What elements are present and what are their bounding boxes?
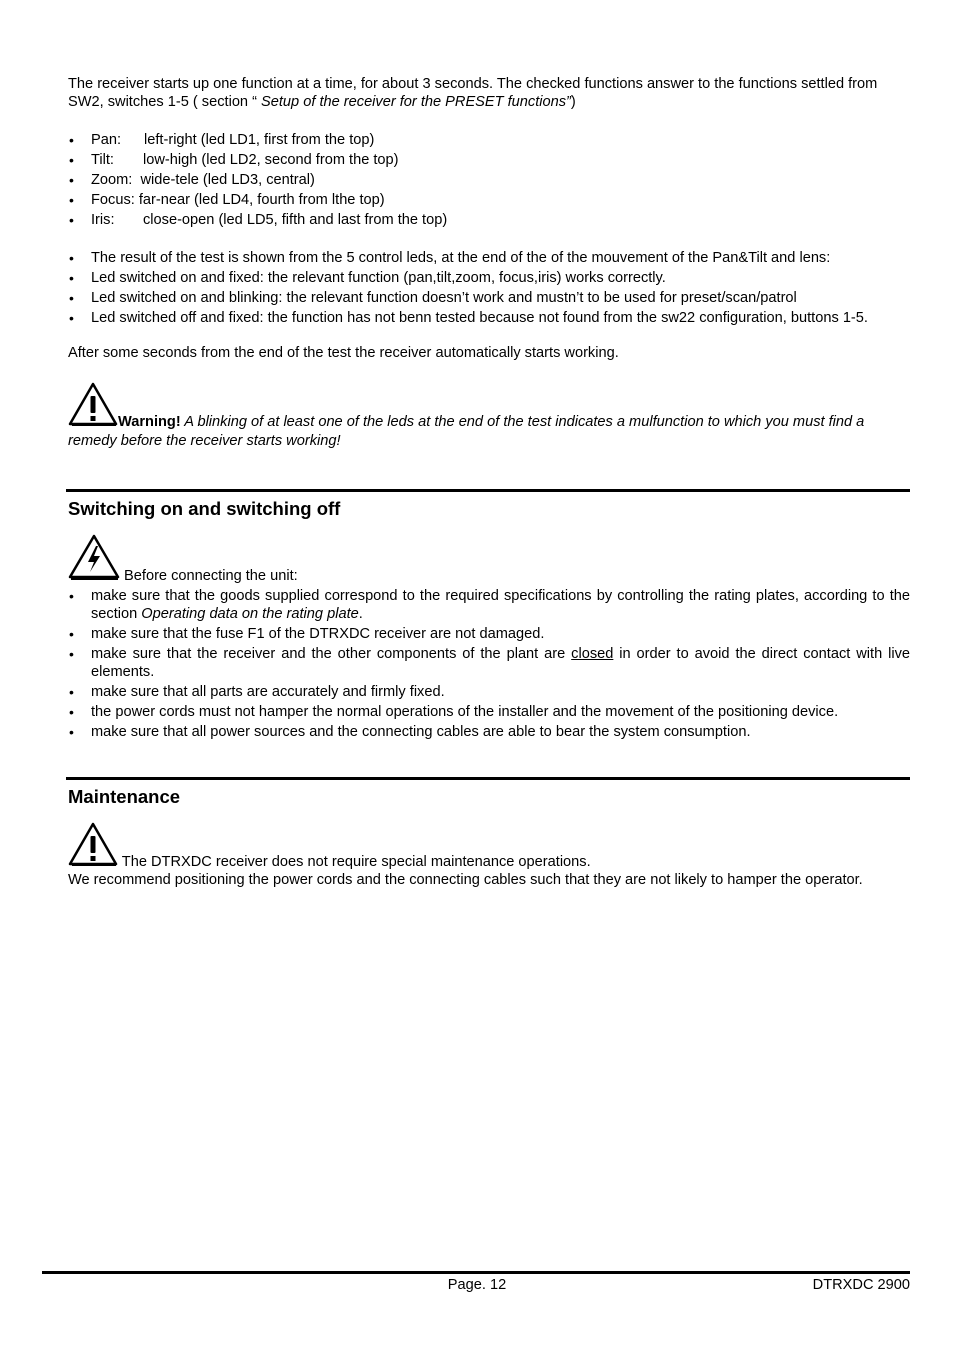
warning-text: A blinking of at least one of the leds at the end of the test indicates a mulfunction to which you must find a remedy before the receiver starts working! <box>68 414 865 449</box>
list-item: • Led switched off and fixed: the function has not benn tested because not found from the sw22 configuration, buttons 1-5. <box>68 309 871 327</box>
warning-triangle-icon <box>68 382 118 432</box>
list-item: • Iris: close-open (led LD5, fifth and last from the top) <box>68 210 910 230</box>
section-title-switching: Switching on and switching off <box>68 498 341 519</box>
switching-list <box>68 587 910 741</box>
list-item: • Tilt: low-high (led LD2, second from the top) <box>68 150 910 170</box>
list-item: • the power cords must not hamper the normal operations of the installer and the movement of the positioning device. <box>68 703 910 721</box>
list-item: • Pan: left-right (led LD1, first from the top) <box>68 130 910 150</box>
warning-triangle-icon <box>68 822 118 871</box>
warning-paragraph <box>68 382 910 451</box>
intro-section-ref: Setup of the receiver for the PRESET functions” <box>261 94 571 110</box>
list-item: • make sure that the receiver and the other components of the plant are closed in order to avoid the direct contact with live elements. <box>68 645 910 681</box>
page-number: Page. 12 <box>447 1277 507 1293</box>
list-item: • Led switched on and fixed: the relevant function (pan,tilt,zoom, focus,iris) works correctly. <box>68 269 910 287</box>
section-divider <box>66 489 910 492</box>
list-item: • Focus: far-near (led LD4, fourth from lthe top) <box>68 190 910 210</box>
intro-text-end: ) <box>570 94 576 110</box>
list-item: • make sure that all parts are accurately and firmly fixed. <box>68 683 910 701</box>
section-title-maintenance: Maintenance <box>68 786 181 807</box>
intro-text: The receiver starts up one function at a time, for about 3 seconds. The checked functions answer to the functions settled from SW2, switches 1-5 ( section “ <box>68 76 878 110</box>
intro-paragraph <box>68 75 888 111</box>
section-divider <box>66 777 910 780</box>
warning-label: Warning! <box>118 414 181 430</box>
page-content <box>68 75 910 889</box>
list-item: • Led switched on and blinking: the relevant function doesn’t work and mustn’t to be used for preset/scan/patrol <box>68 289 910 307</box>
list-item: • The result of the test is shown from the 5 control leds, at the end of the of the mouvement of the Pan&Tilt and lens: <box>68 249 910 267</box>
list-item: • Zoom: wide-tele (led LD3, central) <box>68 170 910 190</box>
list-item: • make sure that the fuse F1 of the DTRXDC receiver are not damaged. <box>68 625 910 643</box>
switching-intro: Before connecting the unit: <box>68 534 910 585</box>
footer-divider <box>42 1271 910 1274</box>
electric-hazard-icon <box>68 534 120 585</box>
list-item: • make sure that all power sources and the connecting cables are able to bear the system consumption. <box>68 723 910 741</box>
result-list <box>68 249 910 327</box>
list-item: • make sure that the goods supplied correspond to the required specifications by controlling the rating plates, according to the section Operating data on the rating plate. <box>68 587 910 623</box>
after-test-paragraph: After some seconds from the end of the test the receiver automatically starts working. <box>68 345 619 361</box>
document-code: DTRXDC 2900 <box>812 1277 910 1293</box>
maintenance-paragraph: The DTRXDC receiver does not require special maintenance operations. We recommend positioning the power cords and the connecting cables such that they are not likely to hamper the operator. <box>68 822 910 889</box>
function-list <box>68 130 910 230</box>
